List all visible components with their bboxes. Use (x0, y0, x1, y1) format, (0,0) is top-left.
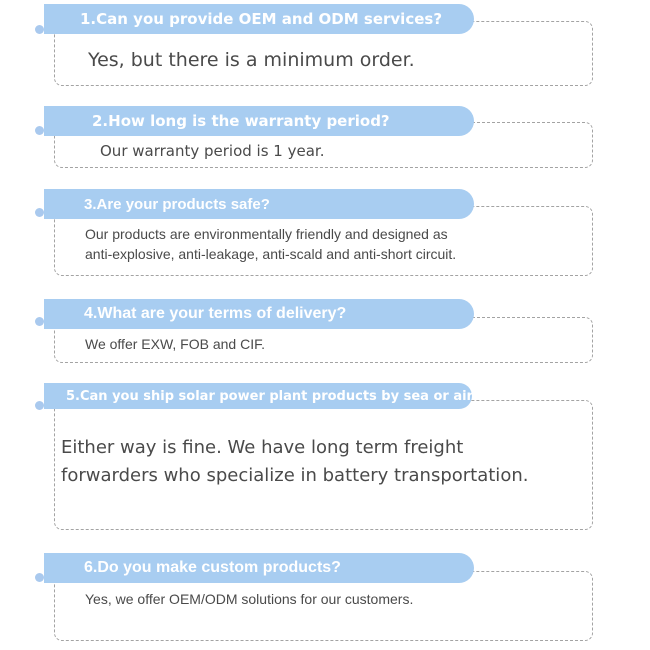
question-banner (44, 299, 474, 329)
question-banner (44, 383, 481, 409)
question-banner (44, 4, 474, 34)
bullet-dot-icon (35, 573, 44, 582)
answer-text: Our warranty period is 1 year. (100, 142, 325, 160)
bullet-dot-icon (35, 126, 44, 135)
question-text: 1.Can you provide OEM and ODM services? (80, 10, 443, 28)
bullet-dot-icon (35, 208, 44, 217)
bullet-dot-icon (35, 25, 44, 34)
question-banner (44, 189, 474, 219)
question-banner (44, 106, 474, 136)
answer-text-line-2: anti-explosive, anti-leakage, anti-scald and anti-short circuit. (85, 246, 457, 262)
answer-text: Yes, but there is a minimum order. (88, 49, 415, 71)
answer-text-line-1: Either way is fine. We have long term freight (61, 437, 464, 458)
bullet-dot-icon (35, 317, 44, 326)
bullet-dot-icon (35, 401, 44, 410)
question-text: 5.Can you ship solar power plant products by sea or air? (66, 388, 481, 404)
question-banner (44, 553, 474, 583)
answer-text: We offer EXW, FOB and CIF. (85, 336, 265, 352)
question-text: 6.Do you make custom products? (84, 559, 341, 576)
answer-text: Yes, we offer OEM/ODM solutions for our customers. (85, 591, 414, 607)
answer-text-line-2: forwarders who specialize in battery transportation. (61, 465, 529, 486)
answer-text-line-1: Our products are environmentally friendly and designed as (85, 226, 448, 242)
question-text: 4.What are your terms of delivery? (84, 305, 347, 322)
question-text: 3.Are your products safe? (84, 195, 270, 213)
question-text: 2.How long is the warranty period? (92, 112, 390, 130)
